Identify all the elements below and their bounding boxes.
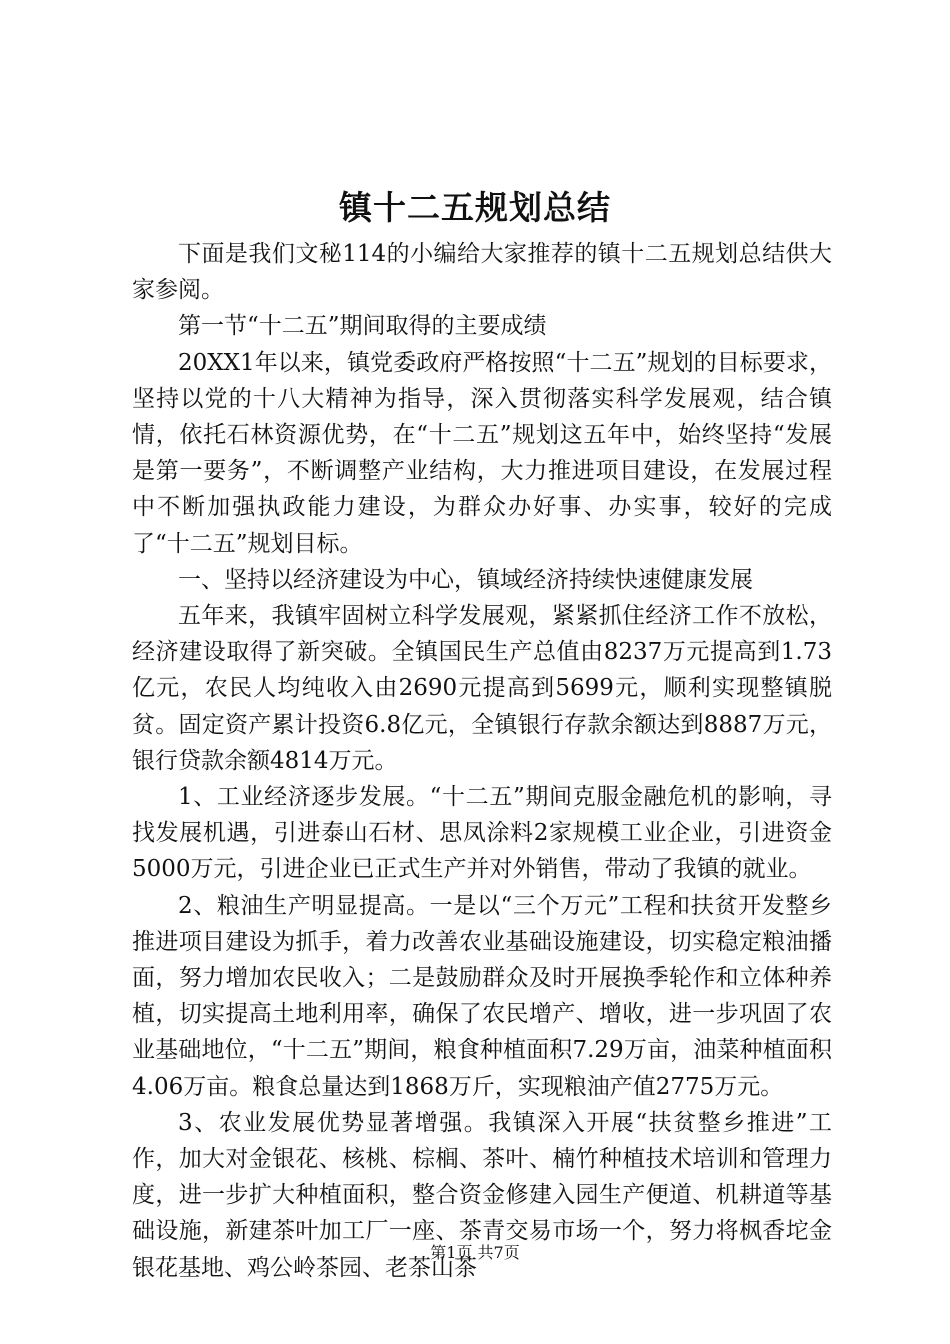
- document-body: [132, 236, 832, 1286]
- subsection-heading: 一、坚持以经济建设为中心，镇域经济持续快速健康发展: [178, 566, 753, 593]
- document-title: 镇十二五规划总结: [339, 188, 611, 227]
- page-number-footer: 第1页 共7页: [430, 1243, 520, 1262]
- paragraph-overview: 20XX1年以来，镇党委政府严格按照“十二五”规划的目标要求，坚持以党的十八大精神为指导，深入贯彻落实科学发展观，结合镇情，依托石林资源优势，在“十二五”规划这五年中，始终坚持“发展是第一要务”，不断调整产业结构，大力推进项目建设，在发展过程中不断加强执政能力建设，为群众办好事、办实事，较好的完成了“十二五”规划目标。: [132, 349, 832, 557]
- paragraph-grain-oil: 2、粮油生产明显提高。一是以“三个万元”工程和扶贫开发整乡推进项目建设为抓手，着力改善农业基础设施建设，切实稳定粮油播面，努力增加农民收入；二是鼓励群众及时开展换季轮作和立体种养植，切实提高土地利用率，确保了农民增产、增收，进一步巩固了农业基础地位，“十二五”期间，粮食种植面积7.29万亩，油菜种植面积4.06万亩。粮食总量达到1868万斤，实现粮油产值2775万元。: [132, 892, 832, 1100]
- paragraph-industry: 1、工业经济逐步发展。“十二五”期间克服金融危机的影响，寻找发展机遇，引进泰山石材、思凤涂料2家规模工业企业，引进资金5000万元，引进企业已正式生产并对外销售，带动了我镇的就业。: [132, 784, 832, 883]
- section-heading: 第一节“十二五”期间取得的主要成绩: [178, 313, 547, 340]
- paragraph-economy: 五年来，我镇牢固树立科学发展观，紧紧抓住经济工作不放松，经济建设取得了新突破。全镇国民生产总值由8237万元提高到1.73亿元，农民人均纯收入由2690元提高到5699元，顺利实现整镇脱贫。固定资产累计投资6.8亿元，全镇银行存款余额达到8887万元，银行贷款余额4814万元。: [132, 603, 832, 774]
- paragraph-agriculture: 3、农业发展优势显著增强。我镇深入开展“扶贫整乡推进”工作，加大对金银花、核桃、棕榈、茶叶、楠竹种植技术培训和管理力度，进一步扩大种植面积，整合资金修建入园生产便道、机耕道等基础设施，新建茶叶加工厂一座、茶青交易市场一个，努力将枫香坨金银花基地、鸡公岭茶园、老茶山茶: [132, 1109, 832, 1281]
- paragraph-intro: 下面是我们文秘114的小编给大家推荐的镇十二五规划总结供大家参阅。: [132, 241, 832, 304]
